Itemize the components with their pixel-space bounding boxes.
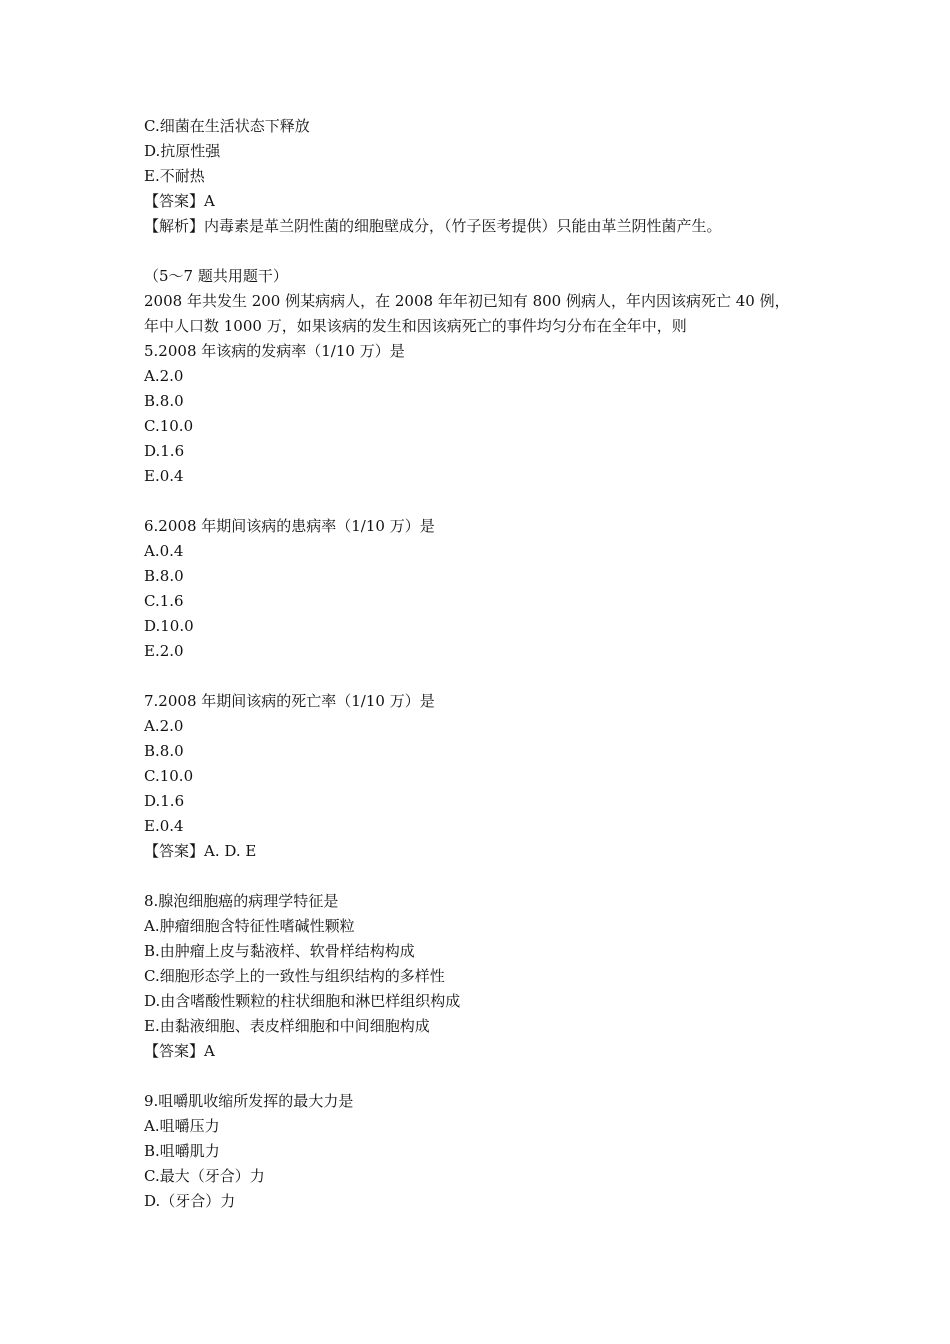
question-4-tail	[144, 114, 844, 239]
option-b: B.咀嚼肌力	[144, 1142, 220, 1160]
option-c: C.10.0	[144, 767, 194, 785]
option-b: B.8.0	[144, 392, 184, 410]
shared-stem-heading: （5～7 题共用题干）	[144, 267, 288, 285]
option-a: A.咀嚼压力	[144, 1117, 220, 1135]
analysis: 【解析】内毒素是革兰阴性菌的细胞壁成分，（竹子医考提供）只能由革兰阴性菌产生。	[144, 217, 722, 235]
spacer	[144, 489, 844, 514]
option-e: E.不耐热	[144, 167, 205, 185]
option-e: E.0.4	[144, 467, 184, 485]
spacer	[144, 864, 844, 889]
shared-stem-line: 年中人口数 1000 万，如果该病的发生和因该病死亡的事件均匀分布在全年中，则	[144, 317, 687, 335]
option-a: A.肿瘤细胞含特征性嗜碱性颗粒	[144, 917, 355, 935]
option-d: D.抗原性强	[144, 142, 221, 160]
question-5	[144, 339, 844, 489]
spacer	[144, 1064, 844, 1089]
answer: 【答案】A	[144, 192, 215, 210]
option-e: E.0.4	[144, 817, 184, 835]
question-stem: 6.2008 年期间该病的患病率（1/10 万）是	[144, 517, 435, 535]
document-page	[144, 114, 844, 1214]
answer: 【答案】A. D. E	[144, 842, 257, 860]
question-stem: 5.2008 年该病的发病率（1/10 万）是	[144, 342, 405, 360]
question-9	[144, 1089, 844, 1214]
question-8	[144, 889, 844, 1064]
option-b: B.8.0	[144, 742, 184, 760]
question-stem: 7.2008 年期间该病的死亡率（1/10 万）是	[144, 692, 435, 710]
option-d: D.1.6	[144, 792, 185, 810]
option-d: D.由含嗜酸性颗粒的柱状细胞和淋巴样组织构成	[144, 992, 461, 1010]
spacer	[144, 239, 844, 264]
question-7	[144, 689, 844, 864]
option-e: E.2.0	[144, 642, 184, 660]
option-c: C.1.6	[144, 592, 184, 610]
shared-stem	[144, 264, 844, 339]
option-c: C.最大（牙合）力	[144, 1167, 265, 1185]
option-d: D.（牙合）力	[144, 1192, 236, 1210]
option-d: D.1.6	[144, 442, 185, 460]
option-c: C.细菌在生活状态下释放	[144, 117, 310, 135]
spacer	[144, 664, 844, 689]
option-b: B.8.0	[144, 567, 184, 585]
question-6	[144, 514, 844, 664]
option-d: D.10.0	[144, 617, 194, 635]
option-a: A.2.0	[144, 367, 184, 385]
answer: 【答案】A	[144, 1042, 215, 1060]
option-e: E.由黏液细胞、表皮样细胞和中间细胞构成	[144, 1017, 430, 1035]
option-a: A.0.4	[144, 542, 184, 560]
option-a: A.2.0	[144, 717, 184, 735]
option-c: C.10.0	[144, 417, 194, 435]
option-b: B.由肿瘤上皮与黏液样、软骨样结构构成	[144, 942, 415, 960]
option-c: C.细胞形态学上的一致性与组织结构的多样性	[144, 967, 445, 985]
shared-stem-line: 2008 年共发生 200 例某病病人，在 2008 年年初已知有 800 例病人，年内因该病死亡 40 例，	[144, 292, 790, 310]
question-stem: 9.咀嚼肌收缩所发挥的最大力是	[144, 1092, 354, 1110]
question-stem: 8.腺泡细胞癌的病理学特征是	[144, 892, 339, 910]
